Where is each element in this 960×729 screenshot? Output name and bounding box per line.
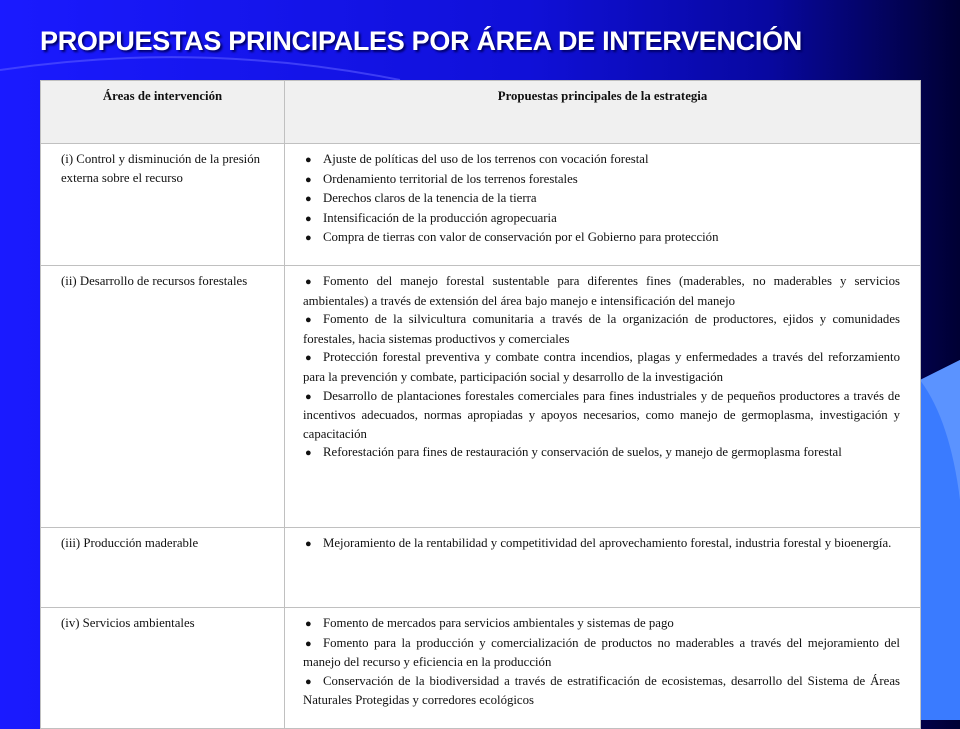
table-row [41,144,921,266]
table-row [41,266,921,528]
list-item: ● Desarrollo de plantaciones forestales comerciales para fines industriales y de pequeños productores a través de incentivos adecuados, normas apropiadas y apoyos necesarios, como manejo de germoplasma, investigación y capacitación [303,388,900,441]
proposals-cell [285,266,921,528]
list-item: ● Ordenamiento territorial de los terrenos forestales [303,170,900,190]
bullet-icon: ● [305,276,312,288]
list-item: ● Fomento de mercados para servicios ambientales y sistemas de pago [303,614,900,634]
list-item: ● Intensificación de la producción agropecuaria [303,209,900,229]
area-cell: (i) Control y disminución de la presión externa sobre el recurso [41,144,285,266]
area-cell: (iv) Servicios ambientales [41,608,285,729]
proposals-cell [285,144,921,266]
bullet-icon: ● [305,314,312,327]
bullet-icon: ● [305,538,312,550]
list-item: ● Fomento de la silvicultura comunitaria a través de la organización de productores, ejidos y comunidades forestales, hacia sistemas productivos y comerciales [303,312,900,346]
proposals-cell [285,608,921,729]
bullet-icon: ● [305,154,312,166]
bullet-icon: ● [305,447,312,460]
bullet-icon: ● [305,193,312,206]
bullet-icon: ● [305,390,312,403]
header-proposals: Propuestas principales de la estrategia [285,81,921,144]
list-item: ● Fomento para la producción y comercialización de productos no maderables a través del mejoramiento del manejo del recurso y eficiencia en la producción [303,635,900,670]
bullet-icon: ● [305,173,312,186]
table-row [41,608,921,729]
list-item: ● Derechos claros de la tenencia de la tierra [303,189,900,209]
list-item: ● Fomento del manejo forestal sustentable para diferentes fines (maderables, no maderables y servicios ambientales) a través de extensión del área bajo manejo e intensificación del manejo [303,274,900,308]
proposals-table [40,80,921,729]
bullet-icon: ● [305,212,312,225]
list-item: ● Protección forestal preventiva y combate contra incendios, plagas y enfermedades a través del reforzamiento para la prevención y combate, participación social y desarrollo de la investigación [303,350,900,384]
bullet-icon: ● [305,675,312,688]
header-areas: Áreas de intervención [41,81,285,144]
area-cell: (ii) Desarrollo de recursos forestales [41,266,285,528]
bullet-icon: ● [305,352,312,365]
list-item: ● Reforestación para fines de restauración y conservación de suelos, y manejo de germoplasma forestal [303,443,900,463]
list-item: ● Mejoramiento de la rentabilidad y competitividad del aprovechamiento forestal, industria forestal y bioenergía. [303,534,900,554]
proposals-cell [285,528,921,608]
list-item: ● Ajuste de políticas del uso de los terrenos con vocación forestal [303,150,900,170]
area-cell: (iii) Producción maderable [41,528,285,608]
table-header-row [41,81,921,144]
list-item: ● Conservación de la biodiversidad a través de estratificación de ecosistemas, desarrollo del Sistema de Áreas Naturales Protegidas y corredores ecológicos [303,673,900,708]
bullet-icon: ● [305,618,312,630]
bullet-icon: ● [305,637,312,650]
slide-title: PROPUESTAS PRINCIPALES POR ÁREA DE INTERVENCIÓN [40,26,803,56]
bullet-icon: ● [305,232,312,245]
table-row [41,528,921,608]
list-item: ● Compra de tierras con valor de conservación por el Gobierno para protección [303,228,900,248]
